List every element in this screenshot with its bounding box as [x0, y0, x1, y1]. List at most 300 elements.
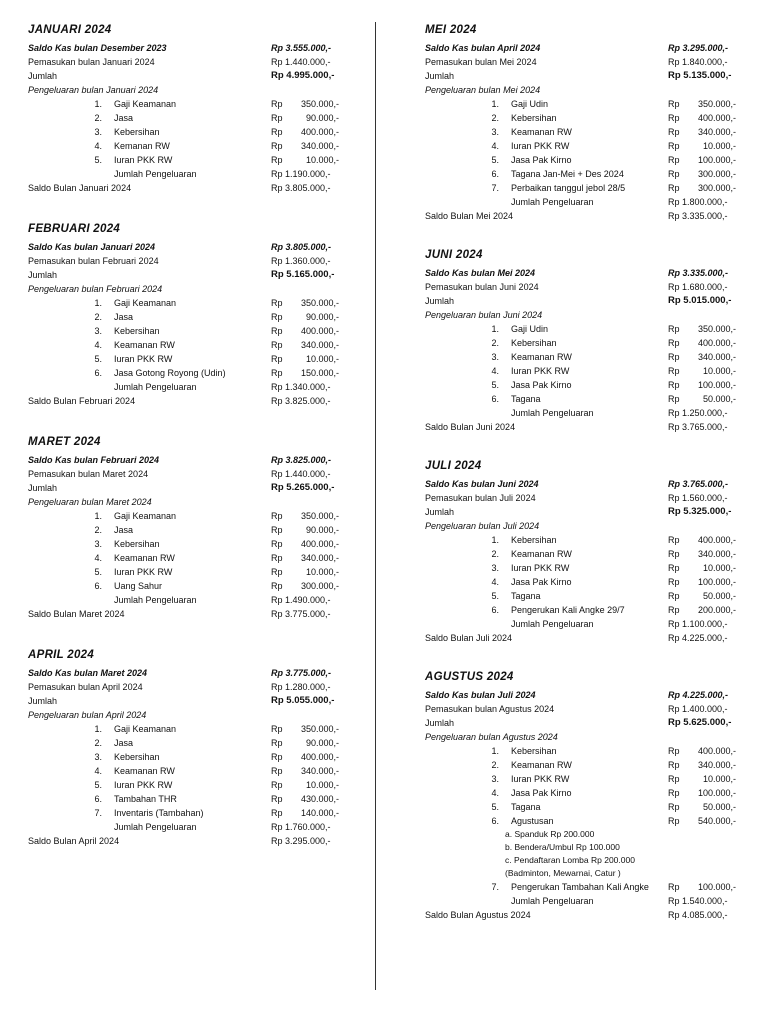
item-currency: Rp [668, 99, 680, 109]
item-amount: 400.000,- [300, 752, 339, 762]
item-label: Kebersihan [114, 326, 160, 336]
expense-heading [425, 730, 740, 744]
item-amount: 400.000,- [697, 535, 736, 545]
expense-item [425, 97, 740, 111]
month-title: FEBRUARI 2024 [28, 223, 121, 235]
item-amount: 300.000,- [300, 581, 339, 591]
item-amount: 200.000,- [697, 605, 736, 615]
expense-item [425, 561, 740, 575]
sum-row [425, 716, 740, 730]
opening-balance-label: Saldo Kas bulan April 2024 [425, 43, 541, 53]
opening-balance-label: Saldo Kas bulan Desember 2023 [28, 43, 167, 53]
item-amount: 400.000,- [697, 746, 736, 756]
item-number: 2. [94, 738, 102, 748]
total-expense-label: Jumlah Pengeluaran [114, 595, 197, 605]
item-number: 4. [94, 766, 102, 776]
month-title: MARET 2024 [28, 436, 101, 448]
expense-item [425, 378, 740, 392]
month-section [28, 647, 350, 848]
item-currency: Rp [668, 760, 680, 770]
item-currency: Rp [668, 113, 680, 123]
item-currency: Rp [271, 354, 283, 364]
closing-balance-label: Saldo Bulan Juli 2024 [425, 633, 513, 643]
total-expense-label: Jumlah Pengeluaran [511, 197, 594, 207]
expense-heading [425, 519, 740, 533]
item-amount: 350.000,- [697, 324, 736, 334]
item-label: Jasa Pak Kirno [511, 380, 572, 390]
opening-balance-value: Rp 3.825.000,- [271, 455, 332, 465]
expense-heading-label: Pengeluaran bulan Maret 2024 [28, 497, 152, 507]
item-currency: Rp [271, 752, 283, 762]
item-label: Tambahan THR [114, 794, 177, 804]
item-number: 1. [94, 724, 102, 734]
expense-heading [425, 83, 740, 97]
item-label: Tagana [511, 802, 541, 812]
sum-row-value: Rp 5.325.000,- [668, 506, 732, 517]
item-amount: 300.000,- [697, 183, 736, 193]
expense-heading [28, 83, 350, 97]
item-label: Tagana [511, 591, 541, 601]
closing-balance [425, 420, 740, 434]
item-amount: 340.000,- [697, 352, 736, 362]
income-row-value: Rp 1.440.000,- [271, 469, 331, 479]
item-number: 7. [491, 882, 499, 892]
item-amount: 340.000,- [300, 553, 339, 563]
item-currency: Rp [271, 511, 283, 521]
sub-item-text: (Badminton, Mewarnai, Catur ) [505, 868, 621, 878]
item-amount: 430.000,- [300, 794, 339, 804]
expense-item [425, 758, 740, 772]
total-expense [28, 593, 350, 607]
item-label: Iuran PKK RW [511, 366, 570, 376]
income-row-value: Rp 1.560.000,- [668, 493, 728, 503]
item-label: Jasa Pak Kirno [511, 155, 572, 165]
item-label: Gaji Keamanan [114, 724, 177, 734]
item-number: 4. [491, 141, 499, 151]
item-currency: Rp [271, 780, 283, 790]
item-currency: Rp [668, 352, 680, 362]
item-currency: Rp [271, 155, 283, 165]
total-expense-label: Jumlah Pengeluaran [114, 169, 197, 179]
opening-balance-value: Rp 3.805.000,- [271, 242, 332, 252]
item-amount: 400.000,- [697, 338, 736, 348]
item-currency: Rp [271, 113, 283, 123]
closing-balance [425, 209, 740, 223]
item-label: Kebersihan [511, 338, 557, 348]
item-currency: Rp [668, 155, 680, 165]
sum-row-label: Jumlah [425, 507, 455, 517]
item-amount: 400.000,- [300, 127, 339, 137]
opening-balance-label: Saldo Kas bulan Januari 2024 [28, 242, 156, 252]
expense-item [425, 786, 740, 800]
item-label: Pengerukan Tambahan Kali Angke [511, 882, 649, 892]
expense-item [28, 509, 350, 523]
expense-item [28, 722, 350, 736]
expense-heading-label: Pengeluaran bulan Juni 2024 [425, 310, 543, 320]
sub-item-text: a. Spanduk Rp 200.000 [505, 829, 595, 839]
item-amount: 10.000,- [305, 155, 339, 165]
item-amount: 100.000,- [697, 882, 736, 892]
item-label: Kebersihan [114, 752, 160, 762]
item-label: Tagana [511, 394, 541, 404]
sum-row [425, 505, 740, 519]
total-expense-value: Rp 1.100.000,- [668, 619, 728, 629]
expense-item [425, 364, 740, 378]
expense-item [28, 551, 350, 565]
item-number: 2. [491, 113, 499, 123]
expense-heading [28, 495, 350, 509]
income-row [425, 55, 740, 69]
item-amount: 50.000,- [702, 394, 736, 404]
item-amount: 10.000,- [305, 567, 339, 577]
item-label: Keamanan RW [114, 553, 175, 563]
expense-item [425, 125, 740, 139]
expense-item [28, 778, 350, 792]
sum-row-value: Rp 5.265.000,- [271, 482, 335, 493]
sum-row [28, 694, 350, 708]
item-currency: Rp [271, 581, 283, 591]
item-number: 5. [491, 591, 499, 601]
expense-item [28, 366, 350, 380]
left-column [28, 22, 350, 874]
item-currency: Rp [668, 394, 680, 404]
total-expense [28, 820, 350, 834]
total-expense [425, 617, 740, 631]
income-row-value: Rp 1.840.000,- [668, 57, 728, 67]
item-currency: Rp [668, 563, 680, 573]
opening-balance-label: Saldo Kas bulan Juni 2024 [425, 479, 539, 489]
item-number: 2. [94, 113, 102, 123]
item-amount: 350.000,- [300, 99, 339, 109]
month-section [28, 22, 350, 195]
item-amount: 400.000,- [697, 113, 736, 123]
item-amount: 10.000,- [702, 366, 736, 376]
item-number: 2. [491, 549, 499, 559]
income-row-label: Pemasukan bulan Januari 2024 [28, 57, 155, 67]
item-currency: Rp [668, 577, 680, 587]
item-amount: 400.000,- [300, 326, 339, 336]
item-amount: 140.000,- [300, 808, 339, 818]
item-number: 5. [94, 354, 102, 364]
expense-item [28, 111, 350, 125]
item-currency: Rp [271, 553, 283, 563]
item-currency: Rp [668, 549, 680, 559]
item-number: 3. [491, 774, 499, 784]
item-label: Perbaikan tanggul jebol 28/5 [511, 183, 626, 193]
sub-item-text: c. Pendaftaran Lomba Rp 200.000 [505, 855, 635, 865]
item-amount: 340.000,- [300, 766, 339, 776]
month-section [28, 221, 350, 408]
total-expense-value: Rp 1.800.000,- [668, 197, 728, 207]
item-amount: 10.000,- [702, 563, 736, 573]
income-row-label: Pemasukan bulan Februari 2024 [28, 256, 159, 266]
item-number: 2. [94, 525, 102, 535]
closing-balance-value: Rp 3.765.000,- [668, 422, 728, 432]
income-row-value: Rp 1.680.000,- [668, 282, 728, 292]
item-label: Iuran PKK RW [511, 774, 570, 784]
item-currency: Rp [668, 127, 680, 137]
item-amount: 340.000,- [300, 340, 339, 350]
expense-item [425, 603, 740, 617]
item-label: Kebersihan [511, 746, 557, 756]
item-number: 4. [491, 788, 499, 798]
sum-row-label: Jumlah [28, 270, 58, 280]
sum-row [425, 69, 740, 83]
item-number: 7. [94, 808, 102, 818]
opening-balance [28, 41, 350, 55]
item-number: 2. [491, 760, 499, 770]
expense-heading-label: Pengeluaran bulan Juli 2024 [425, 521, 540, 531]
opening-balance [425, 266, 740, 280]
item-amount: 100.000,- [697, 380, 736, 390]
total-expense-value: Rp 1.250.000,- [668, 408, 728, 418]
item-currency: Rp [668, 802, 680, 812]
expense-item [425, 575, 740, 589]
income-row [425, 702, 740, 716]
item-amount: 350.000,- [300, 298, 339, 308]
opening-balance-value: Rp 3.765.000,- [668, 479, 729, 489]
item-label: Jasa [114, 738, 134, 748]
item-label: Kebersihan [114, 539, 160, 549]
item-label: Keamanan RW [114, 766, 175, 776]
expense-item [28, 352, 350, 366]
item-currency: Rp [668, 183, 680, 193]
item-label: Gaji Keamanan [114, 298, 177, 308]
total-expense-label: Jumlah Pengeluaran [511, 408, 594, 418]
expense-item [425, 547, 740, 561]
closing-balance [425, 631, 740, 645]
opening-balance [28, 453, 350, 467]
sum-row-value: Rp 4.995.000,- [271, 70, 335, 81]
expense-heading-label: Pengeluaran bulan Agustus 2024 [425, 732, 558, 742]
item-number: 5. [491, 802, 499, 812]
total-expense [28, 167, 350, 181]
sum-row-value: Rp 5.165.000,- [271, 269, 335, 280]
total-expense [425, 406, 740, 420]
total-expense-label: Jumlah Pengeluaran [511, 619, 594, 629]
item-number: 4. [94, 553, 102, 563]
income-row-label: Pemasukan bulan Agustus 2024 [425, 704, 555, 714]
closing-balance [28, 181, 350, 195]
item-number: 4. [94, 340, 102, 350]
item-number: 3. [491, 563, 499, 573]
item-number: 7. [491, 183, 499, 193]
item-amount: 350.000,- [300, 724, 339, 734]
closing-balance-value: Rp 3.295.000,- [271, 836, 331, 846]
item-amount: 540.000,- [697, 816, 736, 826]
sum-row-value: Rp 5.055.000,- [271, 695, 335, 706]
item-number: 1. [491, 535, 499, 545]
item-label: Iuran PKK RW [114, 567, 173, 577]
expense-heading [28, 282, 350, 296]
expense-item [28, 806, 350, 820]
item-label: Iuran PKK RW [511, 563, 570, 573]
expense-heading-label: Pengeluaran bulan Februari 2024 [28, 284, 163, 294]
item-amount: 90.000,- [305, 738, 339, 748]
total-expense-label: Jumlah Pengeluaran [114, 822, 197, 832]
item-label: Iuran PKK RW [114, 155, 173, 165]
item-amount: 340.000,- [300, 141, 339, 151]
total-expense [425, 195, 740, 209]
item-amount: 100.000,- [697, 577, 736, 587]
item-number: 5. [491, 155, 499, 165]
item-currency: Rp [271, 99, 283, 109]
sum-row-label: Jumlah [28, 71, 58, 81]
closing-balance [28, 607, 350, 621]
sum-row-label: Jumlah [425, 718, 455, 728]
sum-row-value: Rp 5.015.000,- [668, 295, 732, 306]
closing-balance-value: Rp 3.775.000,- [271, 609, 331, 619]
item-number: 2. [94, 312, 102, 322]
item-label: Keamanan RW [511, 127, 572, 137]
item-currency: Rp [668, 324, 680, 334]
item-amount: 90.000,- [305, 525, 339, 535]
sum-row-label: Jumlah [28, 696, 58, 706]
opening-balance-value: Rp 3.335.000,- [668, 268, 729, 278]
expense-item [28, 579, 350, 593]
income-row [28, 680, 350, 694]
expense-sub-item [425, 828, 740, 841]
item-number: 4. [491, 366, 499, 376]
item-currency: Rp [271, 368, 283, 378]
item-number: 3. [94, 752, 102, 762]
total-expense [425, 894, 740, 908]
item-number: 6. [491, 605, 499, 615]
sum-row-label: Jumlah [425, 71, 455, 81]
sum-row [425, 294, 740, 308]
month-section [425, 458, 740, 645]
sum-row [28, 481, 350, 495]
expense-item [28, 97, 350, 111]
income-row-label: Pemasukan bulan Juni 2024 [425, 282, 539, 292]
month-title: MEI 2024 [425, 24, 477, 36]
item-number: 6. [491, 394, 499, 404]
item-currency: Rp [668, 169, 680, 179]
item-number: 3. [491, 352, 499, 362]
item-number: 3. [94, 127, 102, 137]
expense-item [28, 764, 350, 778]
item-label: Gaji Udin [511, 324, 549, 334]
expense-sub-item [425, 867, 740, 880]
total-expense-label: Jumlah Pengeluaran [511, 896, 594, 906]
closing-balance-value: Rp 3.825.000,- [271, 396, 331, 406]
opening-balance-value: Rp 3.775.000,- [271, 668, 332, 678]
item-amount: 10.000,- [702, 141, 736, 151]
sum-row-label: Jumlah [28, 483, 58, 493]
income-row [425, 280, 740, 294]
total-expense-value: Rp 1.760.000,- [271, 822, 331, 832]
item-amount: 90.000,- [305, 113, 339, 123]
expense-item [28, 736, 350, 750]
total-expense-label: Jumlah Pengeluaran [114, 382, 197, 392]
month-section [425, 669, 740, 922]
month-title: JANUARI 2024 [28, 24, 112, 36]
item-label: Kebersihan [114, 127, 160, 137]
item-number: 3. [94, 326, 102, 336]
item-amount: 350.000,- [697, 99, 736, 109]
month-section [425, 22, 740, 223]
expense-item [425, 153, 740, 167]
item-label: Inventaris (Tambahan) [114, 808, 204, 818]
expense-heading-label: Pengeluaran bulan April 2024 [28, 710, 147, 720]
item-number: 3. [491, 127, 499, 137]
item-number: 1. [491, 99, 499, 109]
item-amount: 50.000,- [702, 591, 736, 601]
income-row [425, 491, 740, 505]
month-section [28, 434, 350, 621]
expense-heading-label: Pengeluaran bulan Januari 2024 [28, 85, 159, 95]
item-currency: Rp [668, 882, 680, 892]
opening-balance-label: Saldo Kas bulan Mei 2024 [425, 268, 536, 278]
expense-item [28, 153, 350, 167]
right-column [425, 22, 740, 946]
closing-balance-label: Saldo Bulan Agustus 2024 [425, 910, 531, 920]
expense-item [28, 338, 350, 352]
item-number: 6. [94, 581, 102, 591]
item-label: Tagana Jan-Mei + Des 2024 [511, 169, 624, 179]
total-expense-value: Rp 1.190.000,- [271, 169, 331, 179]
income-row [28, 254, 350, 268]
expense-item [425, 533, 740, 547]
opening-balance-value: Rp 3.295.000,- [668, 43, 729, 53]
item-label: Keamanan RW [114, 340, 175, 350]
income-row-label: Pemasukan bulan April 2024 [28, 682, 143, 692]
item-currency: Rp [668, 788, 680, 798]
item-currency: Rp [271, 794, 283, 804]
item-currency: Rp [668, 591, 680, 601]
item-currency: Rp [271, 340, 283, 350]
opening-balance-label: Saldo Kas bulan Maret 2024 [28, 668, 148, 678]
item-currency: Rp [271, 326, 283, 336]
month-section [425, 247, 740, 434]
item-amount: 340.000,- [697, 760, 736, 770]
item-amount: 100.000,- [697, 788, 736, 798]
income-row-label: Pemasukan bulan Juli 2024 [425, 493, 536, 503]
item-amount: 350.000,- [300, 511, 339, 521]
income-row-label: Pemasukan bulan Mei 2024 [425, 57, 537, 67]
expense-item [28, 537, 350, 551]
opening-balance-value: Rp 4.225.000,- [668, 690, 729, 700]
closing-balance-label: Saldo Bulan April 2024 [28, 836, 120, 846]
item-number: 6. [491, 816, 499, 826]
closing-balance [425, 908, 740, 922]
item-number: 5. [94, 155, 102, 165]
expense-item [28, 324, 350, 338]
item-label: Gaji Keamanan [114, 99, 177, 109]
month-title: APRIL 2024 [28, 649, 95, 661]
item-number: 6. [94, 368, 102, 378]
total-expense-value: Rp 1.340.000,- [271, 382, 331, 392]
item-label: Jasa Pak Kirno [511, 788, 572, 798]
expense-heading [28, 708, 350, 722]
income-row-value: Rp 1.440.000,- [271, 57, 331, 67]
item-amount: 10.000,- [305, 780, 339, 790]
opening-balance [425, 688, 740, 702]
expense-item [425, 880, 740, 894]
item-currency: Rp [668, 816, 680, 826]
item-currency: Rp [271, 539, 283, 549]
item-currency: Rp [271, 567, 283, 577]
month-title: JULI 2024 [425, 460, 482, 472]
opening-balance [28, 240, 350, 254]
expense-item [28, 310, 350, 324]
opening-balance-label: Saldo Kas bulan Februari 2024 [28, 455, 160, 465]
item-currency: Rp [668, 366, 680, 376]
item-amount: 90.000,- [305, 312, 339, 322]
item-amount: 10.000,- [702, 774, 736, 784]
income-row [28, 467, 350, 481]
item-label: Iuran PKK RW [114, 354, 173, 364]
